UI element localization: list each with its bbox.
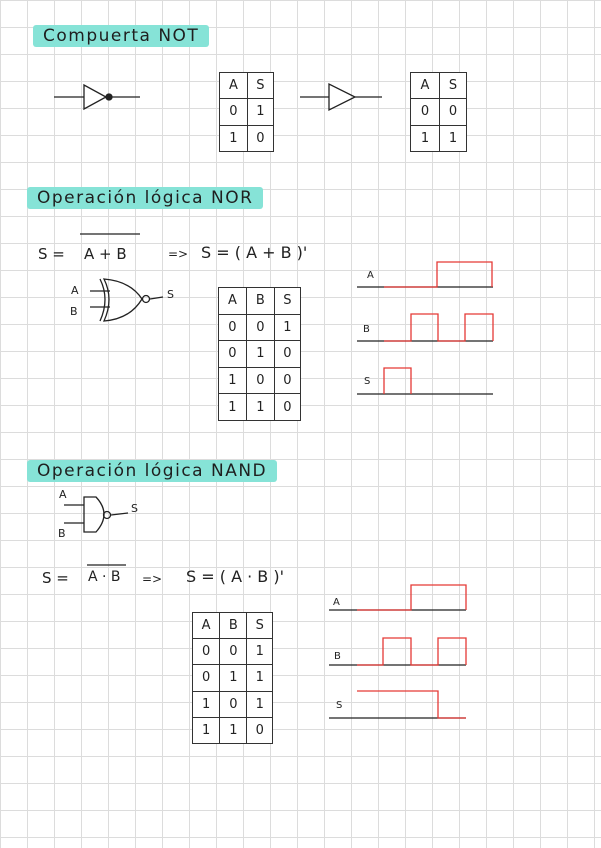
table-cell: 1 bbox=[193, 691, 220, 717]
table-cell: 0 bbox=[220, 99, 248, 125]
nor-timing-label-b: B bbox=[363, 324, 370, 335]
nand-timing-signals bbox=[357, 585, 466, 718]
table-header: S bbox=[247, 73, 273, 99]
nor-formula-right: S = ( A + B )' bbox=[201, 243, 308, 262]
nor-formula-arrow: => bbox=[168, 247, 189, 261]
table-cell: 1 bbox=[220, 665, 247, 691]
table-header: S bbox=[439, 73, 466, 99]
table-header: B bbox=[246, 288, 274, 315]
nand-timing-label-a: A bbox=[333, 597, 340, 608]
table-cell: 0 bbox=[220, 639, 247, 665]
nand-timing-label-b: B bbox=[334, 651, 341, 662]
table-cell: 0 bbox=[246, 314, 274, 341]
nand-timing-baselines bbox=[329, 610, 466, 718]
table-cell: 1 bbox=[193, 717, 220, 743]
table-cell: 1 bbox=[274, 314, 300, 341]
nand-gate-symbol bbox=[64, 497, 128, 532]
table-header: B bbox=[220, 613, 247, 639]
nand-signal-s bbox=[357, 691, 466, 718]
table-cell: 1 bbox=[246, 341, 274, 368]
table-cell: 1 bbox=[219, 394, 247, 421]
table-cell: 0 bbox=[274, 394, 300, 421]
nand-gate-label-a: A bbox=[59, 488, 67, 501]
nor-gate-label-s: S bbox=[167, 288, 174, 301]
table-cell: 1 bbox=[220, 125, 248, 151]
table-cell: 1 bbox=[247, 639, 273, 665]
table-cell: 1 bbox=[246, 394, 274, 421]
section-title-nand: Operación lógica NAND bbox=[27, 460, 277, 482]
nand-signal-b bbox=[357, 638, 466, 665]
table-cell: 1 bbox=[247, 99, 273, 125]
table-cell: 1 bbox=[439, 125, 466, 151]
table-cell: 0 bbox=[247, 717, 273, 743]
nand-truth-table bbox=[192, 612, 273, 744]
table-cell: 0 bbox=[274, 367, 300, 394]
nand-gate-label-s: S bbox=[131, 502, 138, 515]
table-cell: 0 bbox=[247, 125, 273, 151]
nand-gate-label-b: B bbox=[58, 527, 66, 540]
table-header: S bbox=[274, 288, 300, 315]
nor-formula-expr: A + B bbox=[84, 245, 127, 263]
table-cell: 0 bbox=[219, 314, 247, 341]
table-cell: 1 bbox=[247, 691, 273, 717]
table-header: A bbox=[411, 73, 440, 99]
table-cell: 1 bbox=[247, 665, 273, 691]
nand-formula-expr: A · B bbox=[88, 569, 121, 585]
section-title-not: Compuerta NOT bbox=[33, 25, 209, 47]
nand-timing-label-s: S bbox=[336, 700, 343, 711]
nand-formula-right: S = ( A · B )' bbox=[186, 567, 284, 586]
table-cell: 0 bbox=[439, 99, 466, 125]
table-cell: 0 bbox=[411, 99, 440, 125]
table-header: S bbox=[247, 613, 273, 639]
nand-formula-arrow: => bbox=[142, 572, 163, 586]
table-cell: 0 bbox=[274, 341, 300, 368]
table-header: A bbox=[193, 613, 220, 639]
table-cell: 0 bbox=[193, 665, 220, 691]
nand-signal-a bbox=[357, 585, 466, 610]
table-cell: 1 bbox=[219, 367, 247, 394]
table-cell: 0 bbox=[219, 341, 247, 368]
nor-formula-left: S = bbox=[38, 245, 65, 263]
table-cell: 0 bbox=[246, 367, 274, 394]
table-header: A bbox=[219, 288, 247, 315]
nand-formula-left: S = bbox=[42, 569, 69, 587]
table-header: A bbox=[220, 73, 248, 99]
nor-timing-label-s: S bbox=[364, 376, 371, 387]
section-title-nor: Operación lógica NOR bbox=[27, 187, 263, 209]
nor-gate-label-b: B bbox=[70, 305, 78, 318]
nor-timing-label-a: A bbox=[367, 270, 374, 281]
table-cell: 1 bbox=[411, 125, 440, 151]
nor-gate-label-a: A bbox=[71, 284, 79, 297]
table-cell: 0 bbox=[220, 691, 247, 717]
table-cell: 1 bbox=[220, 717, 247, 743]
table-cell: 0 bbox=[193, 639, 220, 665]
